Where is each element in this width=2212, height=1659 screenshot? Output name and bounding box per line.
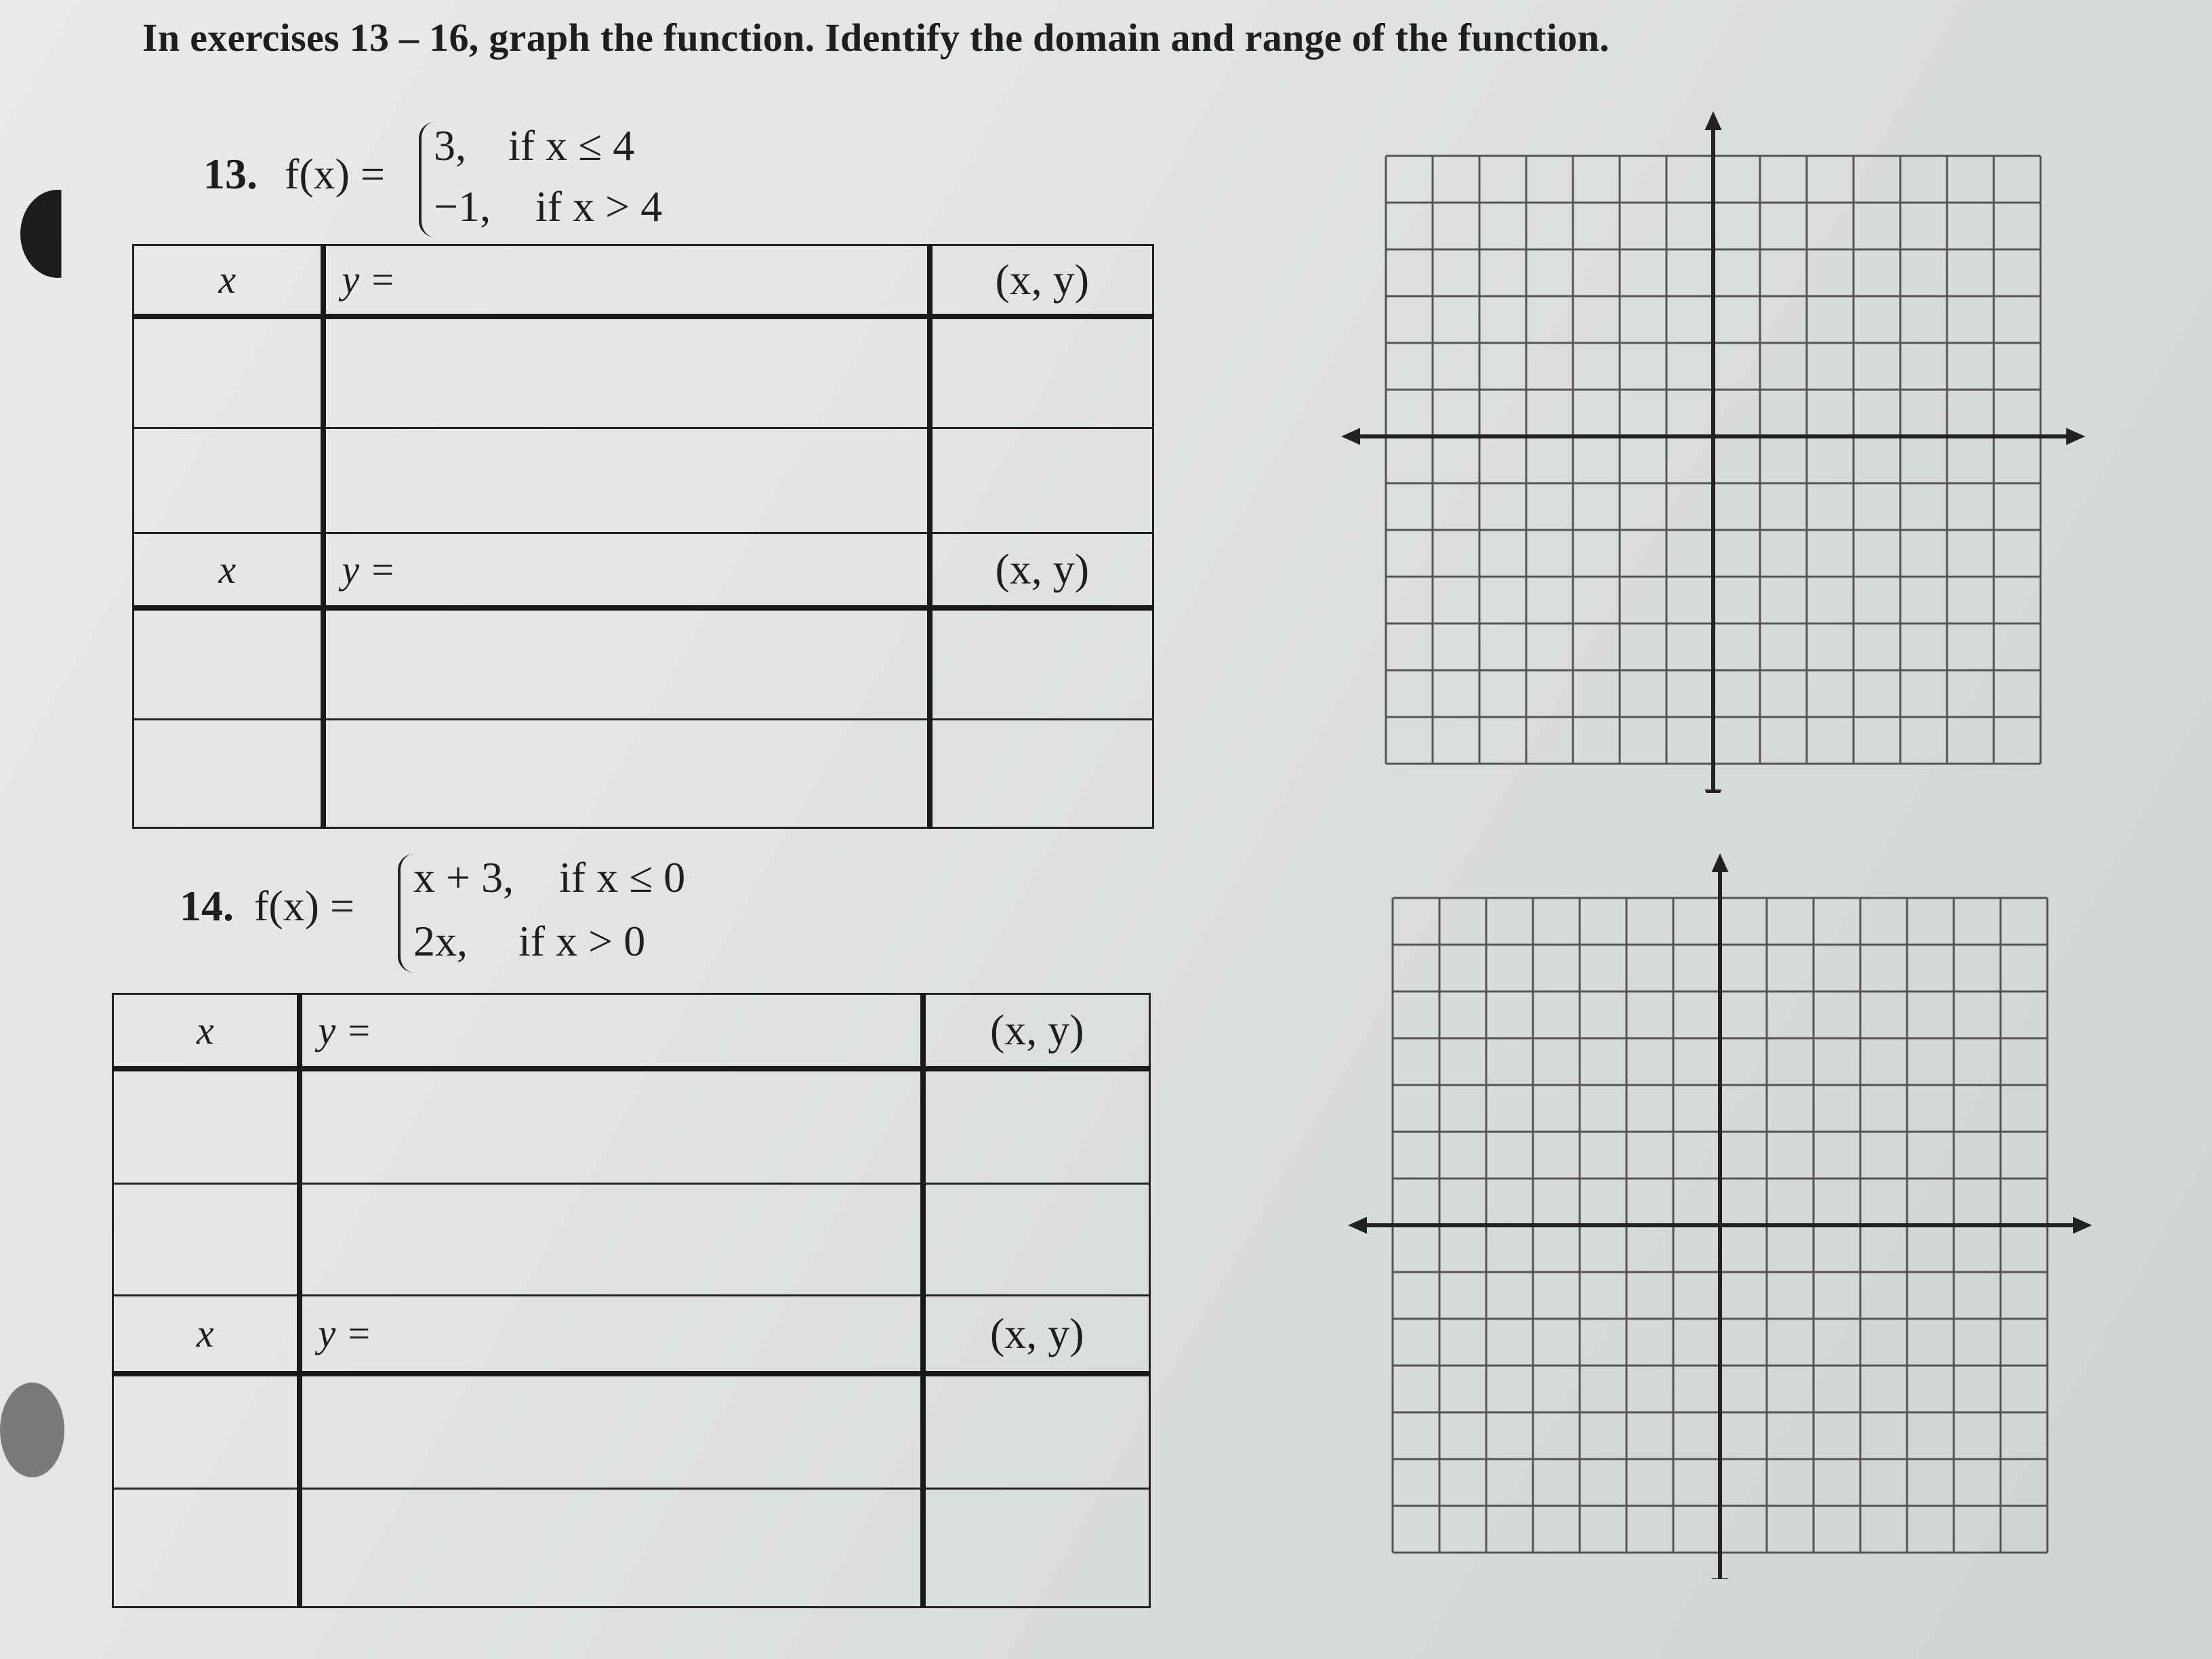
y-column-header: y =	[323, 245, 930, 316]
exercise-number: 13.	[203, 150, 258, 198]
table-header-row	[134, 533, 1153, 608]
function-lhs: f(x) =	[285, 150, 386, 198]
y-cell[interactable]	[323, 720, 930, 828]
x-cell[interactable]	[134, 720, 323, 828]
piecewise-brace	[398, 854, 414, 972]
xy-cell[interactable]	[930, 720, 1153, 828]
y-cell[interactable]	[300, 1374, 923, 1489]
table-header-row	[113, 1296, 1150, 1374]
table-row	[113, 1069, 1150, 1184]
xy-cell[interactable]	[923, 1374, 1150, 1489]
xy-column-header: (x, y)	[930, 533, 1153, 608]
y-cell[interactable]	[323, 608, 930, 720]
xy-cell[interactable]	[930, 316, 1153, 428]
x-cell[interactable]	[134, 608, 323, 720]
coordinate-grid[interactable]	[1335, 854, 2108, 1579]
xy-cell[interactable]	[930, 608, 1153, 720]
table-of-values	[112, 993, 1151, 1608]
xy-column-header: (x, y)	[923, 1296, 1150, 1374]
table-row	[113, 1489, 1150, 1607]
x-axis-arrow-left	[1341, 428, 1360, 445]
instructions-heading: In exercises 13 – 16, graph the function. Identify the domain and range of the function.	[142, 16, 1610, 60]
x-axis-arrow-right	[2066, 428, 2085, 445]
y-column-header: y =	[300, 1296, 923, 1374]
case-expression: 2x,	[413, 917, 468, 965]
x-column-header: x	[113, 994, 300, 1069]
y-cell[interactable]	[323, 316, 930, 428]
table-row	[113, 1374, 1150, 1489]
case-expression: 3,	[434, 121, 466, 169]
xy-cell[interactable]	[923, 1489, 1150, 1607]
xy-column-header: (x, y)	[930, 245, 1153, 316]
table-header-row	[113, 994, 1150, 1069]
xy-column-header: (x, y)	[923, 994, 1150, 1069]
xy-cell[interactable]	[923, 1184, 1150, 1296]
binder-hole-top	[20, 190, 95, 278]
x-cell[interactable]	[134, 316, 323, 428]
table-of-values	[132, 244, 1154, 829]
x-cell[interactable]	[113, 1069, 300, 1184]
y-axis-arrow-down	[1712, 1578, 1729, 1579]
y-cell[interactable]	[323, 428, 930, 533]
x-cell[interactable]	[134, 428, 323, 533]
case-condition: if x ≤ 4	[508, 121, 635, 169]
x-axis-arrow-left	[1348, 1217, 1367, 1234]
y-axis-arrow-up	[1712, 854, 1729, 872]
y-cell[interactable]	[300, 1489, 923, 1607]
x-column-header: x	[134, 245, 323, 316]
case-expression: x + 3,	[413, 853, 514, 901]
binder-hole-bottom	[0, 1382, 64, 1477]
exercise-number: 14.	[180, 882, 234, 930]
y-cell[interactable]	[300, 1184, 923, 1296]
y-column-header: y =	[323, 533, 930, 608]
table-row	[134, 608, 1153, 720]
case-condition: if x > 0	[518, 917, 646, 965]
table-header-row	[134, 245, 1153, 316]
xy-cell[interactable]	[930, 428, 1153, 533]
y-cell[interactable]	[300, 1069, 923, 1184]
case-expression: −1,	[434, 182, 491, 230]
case-condition: if x > 4	[535, 182, 663, 230]
table-row	[134, 720, 1153, 828]
x-column-header: x	[113, 1296, 300, 1374]
table-row	[134, 428, 1153, 533]
coordinate-grid[interactable]	[1335, 108, 2094, 793]
x-cell[interactable]	[113, 1374, 300, 1489]
x-axis-arrow-right	[2073, 1217, 2092, 1234]
table-row	[134, 316, 1153, 428]
y-axis-arrow-down	[1705, 790, 1722, 793]
x-cell[interactable]	[113, 1184, 300, 1296]
y-column-header: y =	[300, 994, 923, 1069]
x-cell[interactable]	[113, 1489, 300, 1607]
table-row	[113, 1184, 1150, 1296]
piecewise-brace	[419, 122, 435, 237]
xy-cell[interactable]	[923, 1069, 1150, 1184]
y-axis-arrow-up	[1705, 111, 1722, 130]
x-column-header: x	[134, 533, 323, 608]
case-condition: if x ≤ 0	[559, 853, 686, 901]
function-lhs: f(x) =	[254, 882, 355, 930]
